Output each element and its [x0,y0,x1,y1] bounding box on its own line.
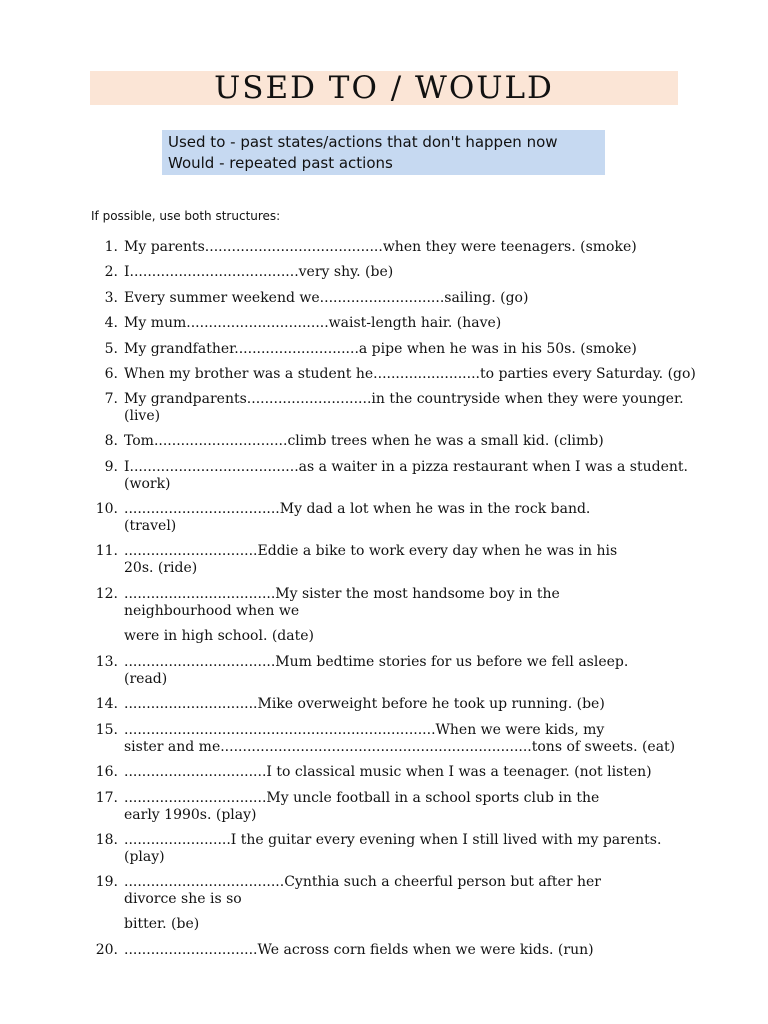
grammar-rules-box [162,130,605,175]
item-text [124,501,694,535]
item-text-line: My mum................................waist-length hair. (have) [124,315,502,331]
rule-used-to: Used to - past states/actions that don't happen now [168,133,558,151]
item-text-line: (play) [124,849,165,865]
item-text-line: ......................................................................When we were kids, my [124,722,605,738]
worksheet-title: USED TO / WOULD [214,70,554,106]
item-number: 4. [104,315,118,331]
instructions: If possible, use both structures: [91,209,281,223]
item-text-line: Every summer weekend we............................sailing. (go) [124,290,529,306]
item-text [124,654,694,688]
item-number: 6. [104,366,118,382]
item-text-line: ................................I to classical music when I was a teenager. (not listen) [124,764,652,780]
item-number: 2. [104,264,118,280]
item-text [124,543,694,577]
item-number: 9. [104,459,118,475]
item-text-line: neighbourhood when we [124,603,300,619]
item-number: 1. [104,239,118,255]
item-text-line: divorce she is so [124,891,242,907]
item-text-line: My parents........................................when they were teenagers. (smoke) [124,239,637,255]
item-number: 16. [95,764,118,780]
item-text [124,722,694,756]
item-text-line: ................................My uncle football in a school sports club in the [124,790,600,806]
item-number: 12. [95,586,118,602]
item-number: 20. [95,942,118,958]
item-number: 13. [95,654,118,670]
item-text-line: Tom..............................climb trees when he was a small kid. (climb) [124,433,604,449]
item-text [124,366,694,383]
item-text-line: ..............................We across corn fields when we were kids. (run) [124,942,594,958]
item-number: 18. [95,832,118,848]
item-text-line: ..................................Mum bedtime stories for us before we fell asleep. [124,654,629,670]
item-text-line: I......................................very shy. (be) [124,264,394,280]
item-text-line: My grandparents............................in the countryside when they were younger. [124,391,684,407]
item-text [124,433,694,450]
item-text-line: (live) [124,408,161,424]
item-text [124,264,694,281]
item-text [124,391,694,425]
item-text [124,874,694,933]
item-text-line: were in high school. (date) [124,628,314,644]
item-text [124,696,694,713]
item-number: 14. [95,696,118,712]
item-text [124,315,694,332]
item-text [124,459,694,493]
item-text-line: ....................................Cynthia such a cheerful person but after her [124,874,601,890]
item-number: 15. [95,722,118,738]
item-number: 8. [104,433,118,449]
item-text-line: ..............................Eddie a bike to work every day when he was in his [124,543,618,559]
item-text-line: (read) [124,671,168,687]
item-text [124,239,694,256]
item-text-line: ........................I the guitar every evening when I still lived with my parents. [124,832,662,848]
item-text-line: (travel) [124,518,177,534]
item-number: 19. [95,874,118,890]
item-text [124,832,694,866]
item-number: 17. [95,790,118,806]
item-number: 7. [104,391,118,407]
item-text-line: I......................................as a waiter in a pizza restaurant when I was a student. [124,459,688,475]
rule-would: Would - repeated past actions [168,154,393,172]
item-text-line: ...................................My dad a lot when he was in the rock band. [124,501,591,517]
item-text [124,341,694,358]
item-text-line: ..............................Mike overweight before he took up running. (be) [124,696,605,712]
item-text-line: bitter. (be) [124,916,200,932]
item-text-line: When my brother was a student he........................to parties every Saturday. (go) [124,366,696,382]
item-text-line: early 1990s. (play) [124,807,257,823]
item-number: 11. [95,543,118,559]
item-number: 10. [95,501,118,517]
item-text [124,942,694,959]
item-text [124,764,694,781]
item-text-line: My grandfather............................a pipe when he was in his 50s. (smoke) [124,341,637,357]
item-text [124,790,694,824]
item-text [124,586,694,645]
item-number: 5. [104,341,118,357]
item-text-line: (work) [124,476,171,492]
item-text-line: 20s. (ride) [124,560,198,576]
item-text-line: ..................................My sister the most handsome boy in the [124,586,560,602]
item-text-line: sister and me......................................................................tons of sweets. (eat) [124,739,676,755]
item-number: 3. [104,290,118,306]
item-text [124,290,694,307]
